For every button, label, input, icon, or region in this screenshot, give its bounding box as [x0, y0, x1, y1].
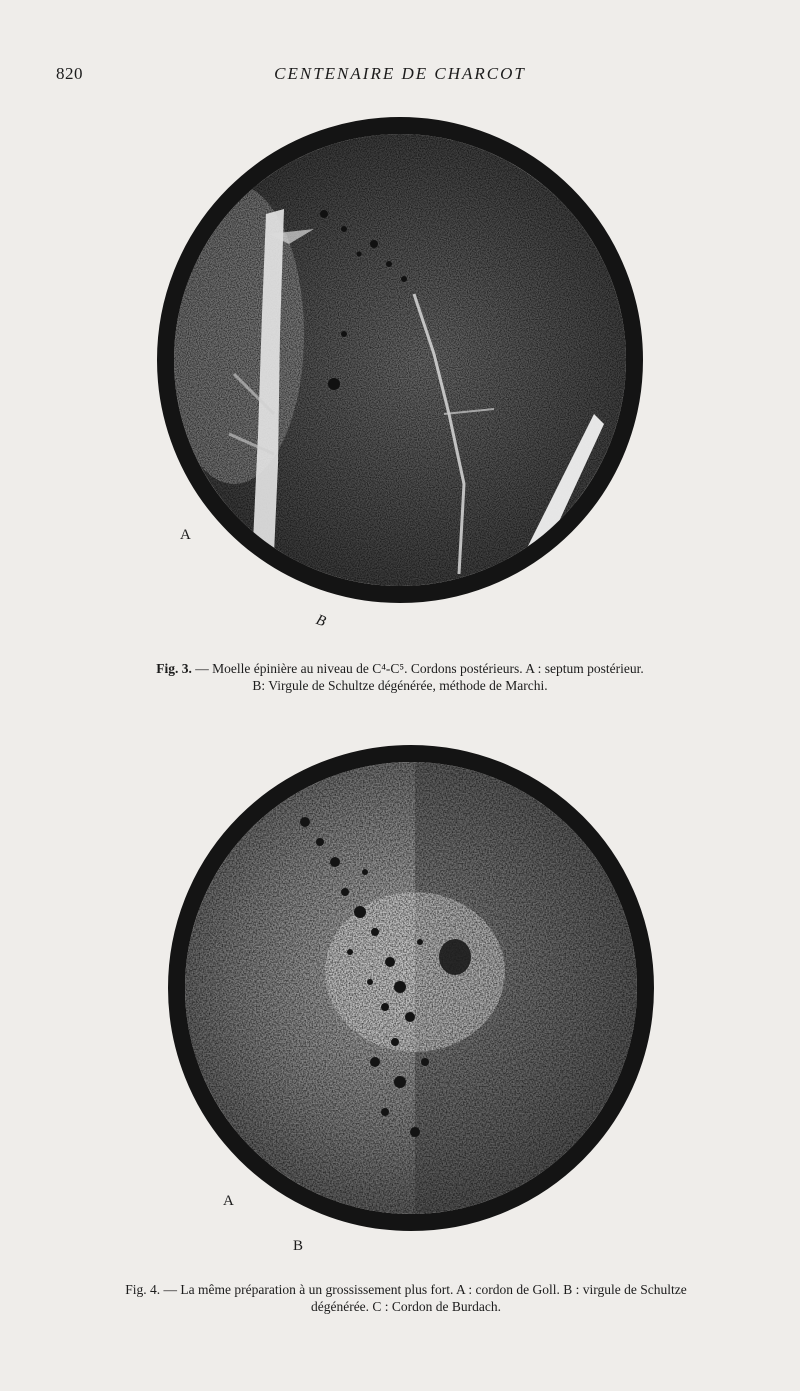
figure-4-label: Fig. 4.: [125, 1282, 161, 1297]
figure-4-caption-line2: dégénérée. C : Cordon de Burdach.: [310, 1299, 502, 1314]
figure-3-marker-b: B: [313, 611, 328, 631]
figure-3-caption-line1: — Moelle épinière au niveau de C⁴-C⁵. Cordons postérieurs. A : septum postérieur.: [191, 661, 644, 676]
page-number: 820: [56, 64, 83, 83]
figure-4-caption-line1: — La même préparation à un grossissement plus fort. A : cordon de Goll. B : virgule de Schultze: [160, 1282, 687, 1297]
figure-3-caption: [80, 660, 720, 694]
figure-4-micrograph: [168, 745, 654, 1231]
figure-3-caption-line2: B: Virgule de Schultze dégénérée, méthode de Marchi.: [252, 678, 548, 693]
figure-3-label: Fig. 3.: [156, 661, 192, 676]
figure-4-caption: [46, 1281, 766, 1315]
figure-4-marker-b: B: [293, 1238, 304, 1254]
figure-4-marker-a: A: [223, 1193, 234, 1209]
figure-3-micrograph: [157, 117, 643, 603]
running-title: CENTENAIRE DE CHARCOT: [274, 64, 526, 83]
figure-3-marker-a: A: [180, 527, 191, 543]
